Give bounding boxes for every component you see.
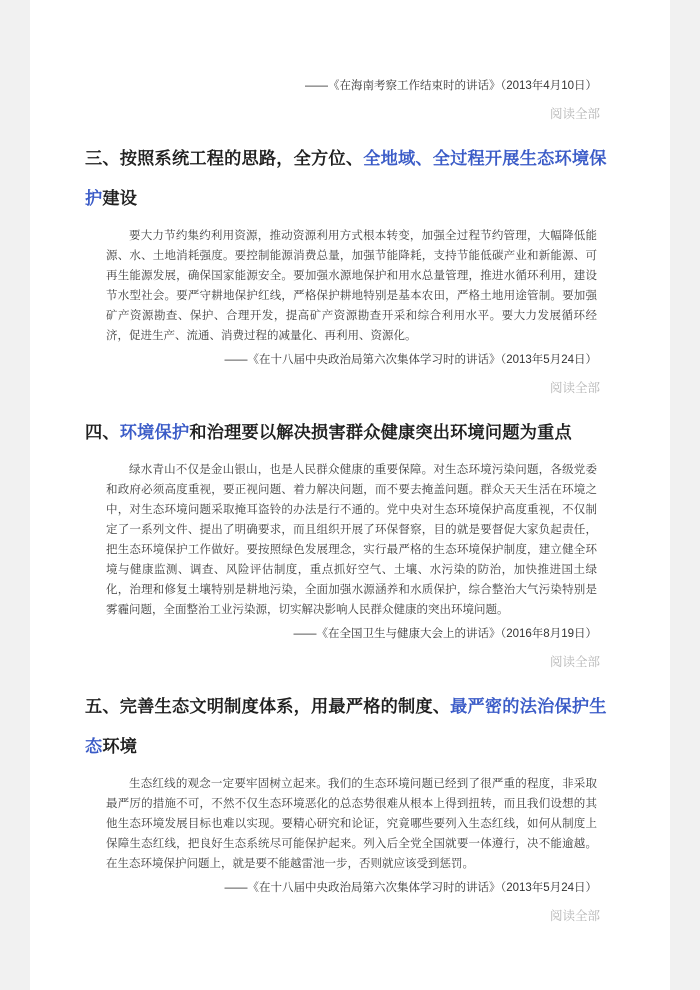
heading-highlight: 最严密的法治保护生态 [85,696,607,756]
read-all-link[interactable]: 阅读全部 [549,381,600,395]
citation-source: ——《在十八届中央政治局第六次集体学习时的讲话》（2013年5月24日） [224,882,597,894]
read-all-link[interactable]: 阅读全部 [549,909,600,923]
quote-paragraph: 绿水青山不仅是金山银山，也是人民群众健康的重要保障。对生态环境污染问题，各级党委和政府必须高度重视，要正视问题、着力解决问题，而不要去掩盖问题。群众天天生活在环境之中，对生态环境问题采取掩耳盗铃的办法是行不通的。党中央对生态环境保护高度重视，不仅制定了一系列文件、提出了明确要求，而且组织开展了环保督察，目的就是要督促大家负起责任，把生态环境保护工作做好。要按照绿色发展理念，实行最严格的生态环境保护制度，建立健全环境与健康监测、调查、风险评估制度，重点抓好空气、土壤、水污染的防治，加快推进国土绿化，治理和修复土壤特别是耕地污染，全面加强水源涵养和水质保护，综合整治大气污染特别是雾霾问题，全面整治工业污染源，切实解决影响人民群众健康的突出环境问题。 [106,464,597,616]
heading-segment: 五、完善生态文明制度体系，用最严格的制度、 [85,696,451,716]
citation-source: ——《在十八届中央政治局第六次集体学习时的讲话》（2013年5月24日） [224,354,597,366]
heading-segment: 和治理要以解决损害群众健康突出环境问题为重点 [189,422,572,442]
heading-segment: 建设 [102,188,138,208]
article-page [30,0,670,990]
read-all-link[interactable]: 阅读全部 [549,655,600,669]
citation-source: ——《在全国卫生与健康大会上的讲话》（2016年8月19日） [293,628,597,640]
heading-segment: 四、 [85,422,120,442]
heading-highlight: 环境保护 [119,422,190,442]
heading-segment: 三、按照系统工程的思路，全方位、 [85,148,364,168]
heading-highlight: 全地域、全过程开展生态环境保护 [85,148,607,208]
section-heading-4 [85,412,612,452]
quote-paragraph: 生态红线的观念一定要牢固树立起来。我们的生态环境问题已经到了很严重的程度，非采取最严厉的措施不可，不然不仅生态环境恶化的总态势很难从根本上得到扭转，而且我们设想的其他生态环境发展目标也难以实现。要精心研究和论证，究竟哪些要列入生态红线，如何从制度上保障生态红线，把良好生态系统尽可能保护起来。列入后全党全国就要一体遵行，决不能逾越。在生态环境保护问题上，就是要不能越雷池一步，否则就应该受到惩罚。 [106,778,597,870]
heading-segment: 环境 [102,736,138,756]
section-heading-3 [85,138,612,218]
section-heading-5 [85,686,612,766]
read-all-link[interactable]: 阅读全部 [549,107,600,121]
citation-source: ——《在海南考察工作结束时的讲话》（2013年4月10日） [304,80,597,92]
quote-paragraph: 要大力节约集约利用资源，推动资源利用方式根本转变，加强全过程节约管理，大幅降低能源、水、土地消耗强度。要控制能源消费总量，加强节能降耗，支持节能低碳产业和新能源、可再生能源发展，确保国家能源安全。要加强水源地保护和用水总量管理，推进水循环利用，建设节水型社会。要严守耕地保护红线，严格保护耕地特别是基本农田，严格土地用途管制。要加强矿产资源勘查、保护、合理开发，提高矿产资源勘查开采和综合利用水平。要大力发展循环经济，促进生产、流通、消费过程的减量化、再利用、资源化。 [106,230,597,342]
